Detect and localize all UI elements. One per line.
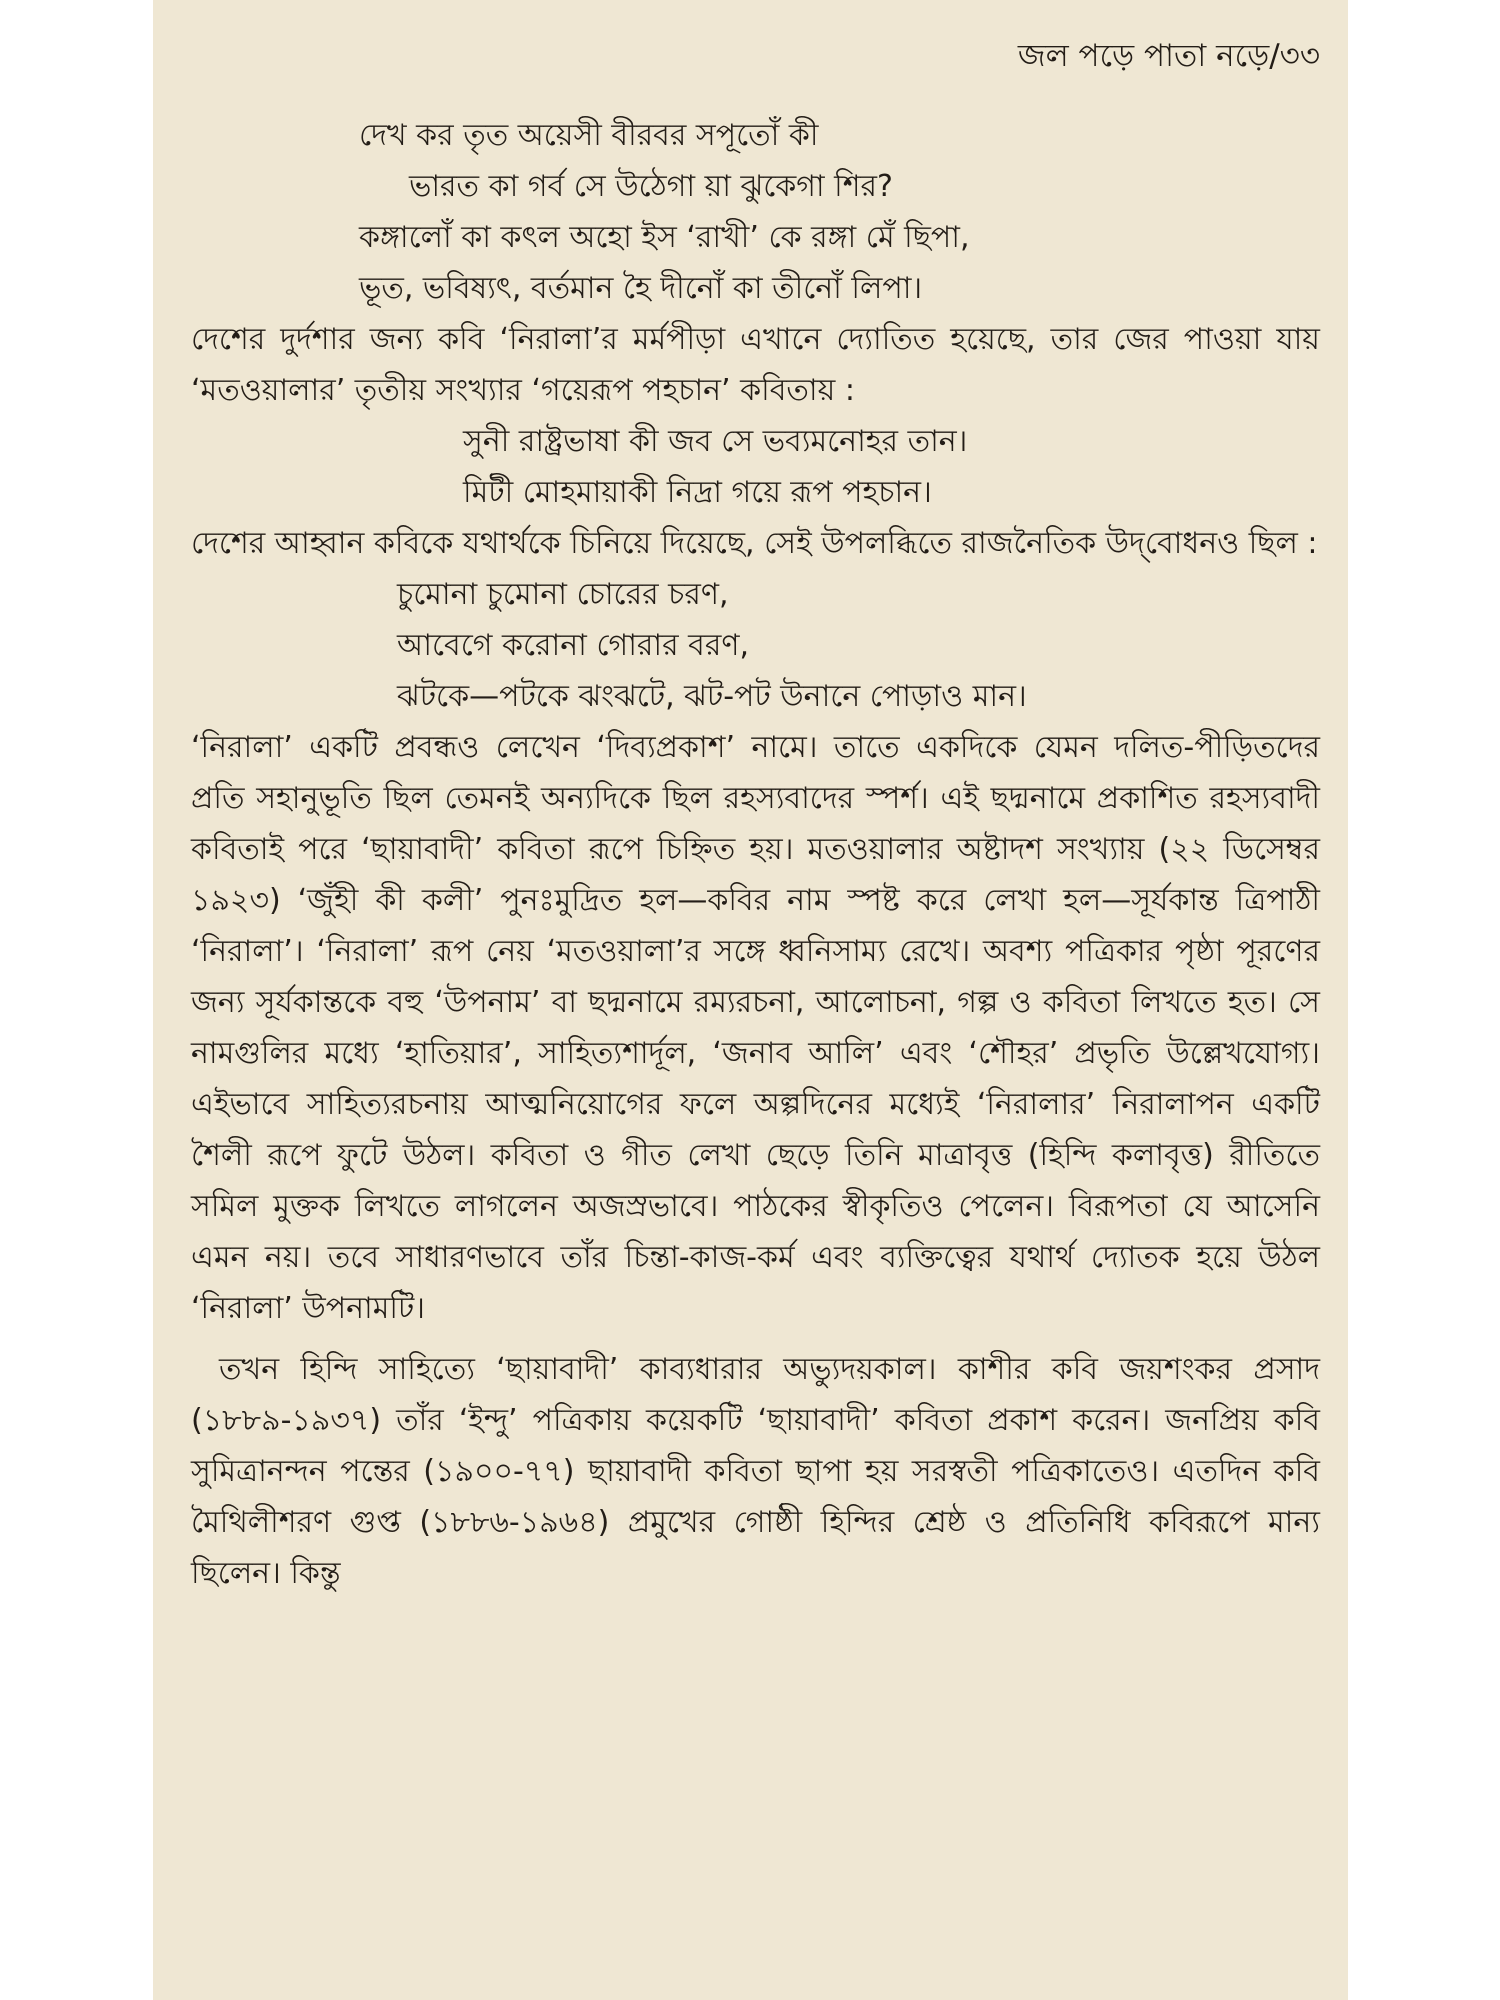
running-head: জল পড়ে পাতা নড়ে/৩৩ xyxy=(1017,38,1320,74)
verse-block-2 xyxy=(191,416,1320,518)
page-content xyxy=(191,110,1320,1599)
verse-line: মিটী মোহমায়াকী নিদ্রা গয়ে রূপ পহচান। xyxy=(463,475,932,510)
verse-line: সুনী রাষ্ট্রভাষা কী জব সে ভব্যমনোহর তান। xyxy=(463,424,968,459)
verse-block-3 xyxy=(191,569,1320,722)
paragraph: দেশের আহ্বান কবিকে যথার্থকে চিনিয়ে দিয়েছে, সেই উপলব্ধিতে রাজনৈতিক উদ্‌বোধনও ছিল : xyxy=(191,526,1318,561)
paragraph: ‘নিরালা’ একটি প্রবন্ধও লেখেন ‘দিব্যপ্রকাশ’ নামে। তাতে একদিকে যেমন দলিত-পীড়িতদের প্রতি সহানুভূতি ছিল তেমনই অন্যদিকে ছিল রহস্যবাদের স্পর্শ। এই ছদ্মনামে প্রকাশিত রহস্যবাদী কবিতাই পরে ‘ছায়াবাদী’ কবিতা রূপে চিহ্নিত হয়। মতওয়ালার অষ্টাদশ সংখ্যায় (২২ ডিসেম্বর ১৯২৩) ‘জুঁহী কী কলী’ পুনঃমুদ্রিত হল—কবির নাম স্পষ্ট করে লেখা হল—সূর্যকান্ত ত্রিপাঠী ‘নিরালা’। ‘নিরালা’ রূপ নেয় ‘মতওয়ালা’র সঙ্গে ধ্বনিসাম্য রেখে। অবশ্য পত্রিকার পৃষ্ঠা পূরণের জন্য সূর্যকান্তকে বহু ‘উপনাম’ বা ছদ্মনামে রম্যরচনা, আলোচনা, গল্প ও কবিতা লিখতে হত। সে নামগুলির মধ্যে ‘হাতিয়ার’, সাহিত্যশার্দূল, ‘জনাব আলি’ এবং ‘শৌহর’ প্রভৃতি উল্লেখযোগ্য। এইভাবে সাহিত্যরচনায় আত্মনিয়োগের ফলে অল্পদিনের মধ্যেই ‘নিরালার’ নিরালাপন একটি শৈলী রূপে ফুটে উঠল। কবিতা ও গীত লেখা ছেড়ে তিনি মাত্রাবৃত্ত (হিন্দি কলাবৃত্ত) রীতিতে সমিল মুক্তক লিখতে লাগলেন অজস্রভাবে। পাঠকের স্বীকৃতিও পেলেন। বিরূপতা যে আসেনি এমন নয়। তবে সাধারণভাবে তাঁর চিন্তা-কাজ-কর্ম এবং ব্যক্তিত্বের যথার্থ দ্যোতক হয়ে উঠল ‘নিরালা’ উপনামটি। xyxy=(191,730,1320,1326)
verse-line: দেখ কর তৃত অয়েসী বীরবর সপূতোঁ কী xyxy=(359,118,819,153)
verse-line: ঝটকে—পটকে ঝংঝটে, ঝট-পট উনানে পোড়াও মান। xyxy=(397,679,1027,714)
paragraph: তখন হিন্দি সাহিত্যে ‘ছায়াবাদী’ কাব্যধারার অভ্যুদয়কাল। কাশীর কবি জয়শংকর প্রসাদ (১৮৮৯-১৯৩৭) তাঁর ‘ইন্দু’ পত্রিকায় কয়েকটি ‘ছায়াবাদী’ কবিতা প্রকাশ করেন। জনপ্রিয় কবি সুমিত্রানন্দন পন্তের (১৯০০-৭৭) ছায়াবাদী কবিতা ছাপা হয় সরস্বতী পত্রিকাতেও। এতদিন কবি মৈথিলীশরণ গুপ্ত (১৮৮৬-১৯৬৪) প্রমুখের গোষ্ঠী হিন্দির শ্রেষ্ঠ ও প্রতিনিধি কবিরূপে মান্য ছিলেন। কিন্তু xyxy=(191,1352,1320,1591)
verse-line: চুমোনা চুমোনা চোরের চরণ, xyxy=(397,577,729,612)
verse-block-1 xyxy=(191,110,1320,314)
verse-line: ভারত কা গর্ব সে উঠেগা য়া ঝুকেগা শির? xyxy=(409,169,893,204)
verse-line: কঙ্গালোঁ কা কৎল অহো ইস ‘রাখী’ কে রঙ্গা মেঁ ছিপা, xyxy=(359,220,970,255)
verse-line: আবেগে করোনা গোরার বরণ, xyxy=(397,628,750,663)
verse-line: ভূত, ভবিষ্যৎ, বর্তমান হৈ দীনোঁ কা তীনোঁ লিপা। xyxy=(359,271,923,306)
book-page xyxy=(153,0,1348,2000)
paragraph: দেশের দুর্দশার জন্য কবি ‘নিরালা’র মর্মপীড়া এখানে দ্যোতিত হয়েছে, তার জের পাওয়া যায় ‘মতওয়ালার’ তৃতীয় সংখ্যার ‘গয়েরূপ পহচান’ কবিতায় : xyxy=(191,322,1320,408)
